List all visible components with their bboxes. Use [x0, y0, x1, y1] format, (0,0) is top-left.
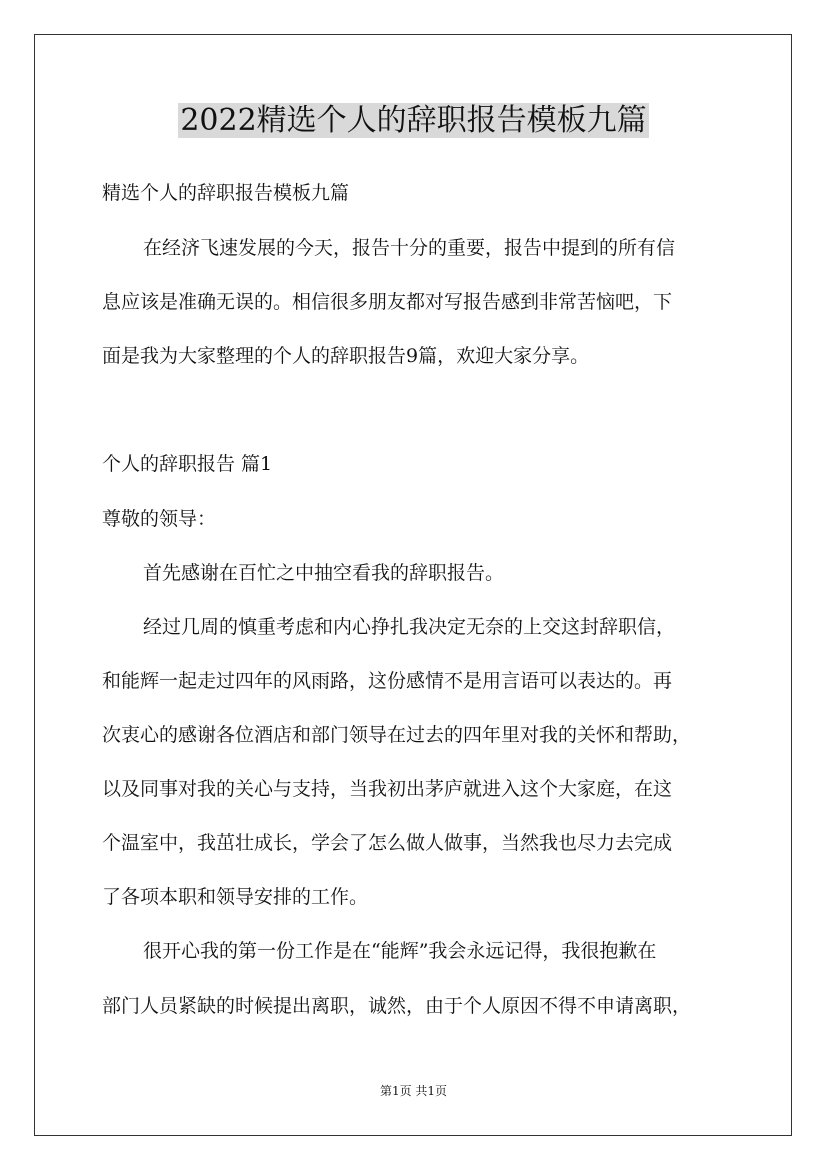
- document-title: [0, 100, 827, 142]
- body-line-2: 经过几周的慎重考虑和内心挣扎我决定无奈的上交这封辞职信，: [143, 616, 676, 638]
- page-footer: 第1页 共1页: [379, 1084, 448, 1098]
- body-line-3: 和能辉一起走过四年的风雨路，这份感情不是用言语可以表达的。再: [102, 670, 673, 692]
- document-subtitle: 精选个人的辞职报告模板九篇: [102, 182, 350, 204]
- body-line-6: 个温室中，我茁壮成长，学会了怎么做人做事，当然我也尽力去完成: [102, 832, 673, 854]
- body-line-5: 以及同事对我的关心与支持，当我初出茅庐就进入这个大家庭，在这: [102, 778, 673, 800]
- intro-line-2: 息应该是准确无误的。相信很多朋友都对写报告感到非常苦恼吧，下: [102, 291, 673, 313]
- document-title-text: 2022精选个人的辞职报告模板九篇: [180, 103, 647, 138]
- body-line-9: 部门人员紧缺的时候提出离职，诚然，由于个人原因不得不申请离职，: [102, 995, 692, 1017]
- salutation: 尊敬的领导：: [102, 508, 217, 530]
- body-line-4: 次衷心的感谢各位酒店和部门领导在过去的四年里对我的关怀和帮助，: [102, 724, 692, 746]
- body-line-1: 首先感谢在百忙之中抽空看我的辞职报告。: [143, 562, 505, 584]
- intro-line-3: 面是我为大家整理的个人的辞职报告9篇，欢迎大家分享。: [102, 345, 590, 367]
- body-line-8: 很开心我的第一份工作是在“能辉”我会永远记得，我很抱歉在: [143, 940, 657, 962]
- intro-line-1: 在经济飞速发展的今天，报告十分的重要，报告中提到的所有信: [143, 237, 676, 259]
- body-line-7: 了各项本职和领导安排的工作。: [102, 886, 369, 908]
- section-heading: 个人的辞职报告 篇1: [102, 453, 273, 475]
